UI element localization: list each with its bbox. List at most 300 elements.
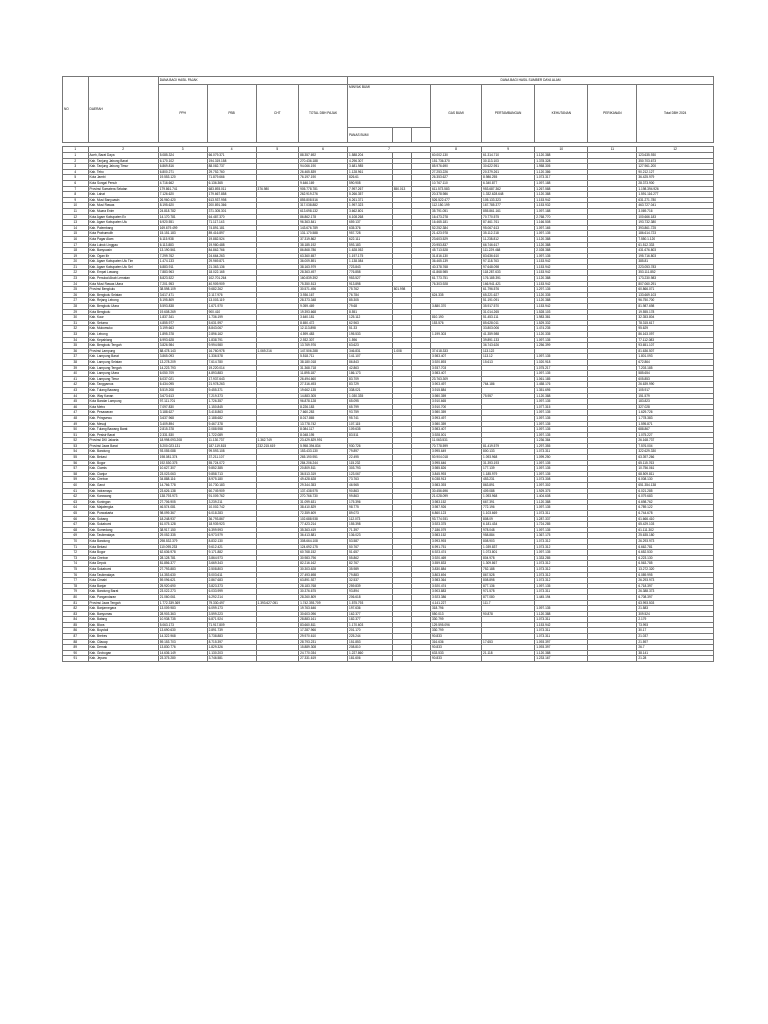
value-cell: 9.994.980 <box>207 343 256 349</box>
row-number: 6 <box>63 180 89 186</box>
value-cell: 91.009.762 <box>207 494 256 500</box>
value-cell: 1.983.381 <box>535 315 588 321</box>
value-cell: 1.097.135 <box>535 550 588 556</box>
value-cell: 38.598.109 <box>158 287 207 293</box>
value-cell: 1.267.588 <box>535 186 588 192</box>
row-number: 65 <box>63 511 89 517</box>
row-number: 43 <box>63 387 89 393</box>
value-cell: 971.578 <box>482 589 535 595</box>
value-cell: 8.226.183 <box>299 404 348 410</box>
value-cell: 85.305 <box>348 298 393 304</box>
value-cell: 4.296.307 <box>348 158 393 164</box>
row-number: 21 <box>63 264 89 270</box>
value-cell: 22.495 <box>348 455 393 461</box>
value-cell: 3.681.985 <box>348 164 393 170</box>
value-cell: 155.398 <box>348 522 393 528</box>
value-cell: 75.762 <box>348 287 393 293</box>
value-cell: 19.555.178 <box>637 309 714 315</box>
value-cell: 1.097.135 <box>535 505 588 511</box>
value-cell: 1.077.315 <box>535 404 588 410</box>
region-name: Kab. Agam Kabupaten Ulu <box>88 220 158 226</box>
value-cell: 7.186.079 <box>431 527 482 533</box>
value-cell: 17.937.643 <box>207 376 256 382</box>
value-cell: 195.533 <box>348 332 393 338</box>
value-cell: 8.823.522 <box>158 276 207 282</box>
value-cell: 63.397.266 <box>637 455 714 461</box>
value-cell: 1.958.305 <box>535 164 588 170</box>
value-cell: 1.075.227 <box>637 432 714 438</box>
value-cell: 29.970.610 <box>299 634 348 640</box>
value-cell: 3.069.716 <box>637 208 714 214</box>
value-cell: 1.130.203 <box>207 650 256 656</box>
header-mineral-sub2 <box>392 128 411 143</box>
value-cell: 1.153.942 <box>535 622 588 628</box>
region-name: Kota Depok <box>88 561 158 567</box>
column-number: 9 <box>482 147 535 153</box>
value-cell: 1.073.312 <box>535 566 588 572</box>
region-name: Kab. Purwakarta <box>88 511 158 517</box>
value-cell: 81.419.579 <box>482 443 535 449</box>
value-cell: 14.322.968 <box>158 634 207 640</box>
value-cell: 1.297.135 <box>535 287 588 293</box>
value-cell: 27.706.905 <box>158 499 207 505</box>
value-cell: 1.069.216 <box>256 348 299 354</box>
value-cell: 672.864 <box>637 359 714 365</box>
value-cell: 3.910.665 <box>431 399 482 405</box>
region-name: Kota Bandung <box>88 538 158 544</box>
value-cell: 27.331.619 <box>299 656 348 662</box>
value-cell: 3.865.093 <box>158 354 207 360</box>
row-number: 88 <box>63 639 89 645</box>
value-cell: 1.528.103 <box>535 309 588 315</box>
value-cell: 8.195.620 <box>158 203 207 209</box>
value-cell: 39.891.133 <box>482 337 535 343</box>
row-number: 25 <box>63 287 89 293</box>
value-cell: 8.650.472 <box>299 320 348 326</box>
value-cell: 195.716.803 <box>637 253 714 259</box>
value-cell: 28.128.781 <box>158 555 207 561</box>
region-name: Kota Cirebon <box>88 555 158 561</box>
value-cell: 978.048 <box>482 527 535 533</box>
value-cell: 1.093.397 <box>535 639 588 645</box>
value-cell: 1.199.303 <box>431 332 482 338</box>
row-number: 85 <box>63 622 89 628</box>
value-cell: 1.726.357 <box>207 399 256 405</box>
value-cell: 905.778.781 <box>299 186 348 192</box>
value-cell: 1.073.311 <box>535 449 588 455</box>
value-cell: 863.891 <box>482 483 535 489</box>
value-cell: 3.830.884 <box>431 566 482 572</box>
value-cell: 6.033.999 <box>207 589 256 595</box>
value-cell: 5.266.357 <box>348 192 393 198</box>
header-mineral-sub3 <box>411 128 430 143</box>
value-cell: 1.185.979 <box>482 471 535 477</box>
value-cell: 4.599.483 <box>299 332 348 338</box>
value-cell: 15.613 <box>482 359 535 365</box>
value-cell: 1.103.669 <box>482 511 535 517</box>
value-cell: 1.333.285 <box>535 555 588 561</box>
value-cell: 74.891.181 <box>207 225 256 231</box>
value-cell: 393.861.725 <box>637 225 714 231</box>
value-cell: 2.891.739 <box>207 628 256 634</box>
row-number: 23 <box>63 276 89 282</box>
value-cell: 51.191.091 <box>482 298 535 304</box>
value-cell: 75.350.513 <box>299 281 348 287</box>
value-cell: 1.097.135 <box>535 432 588 438</box>
value-cell: 1.671.970 <box>207 304 256 310</box>
value-cell: 1.929.375 <box>535 488 588 494</box>
value-cell: 6.037.021 <box>158 376 207 382</box>
value-cell: 27.253.226 <box>431 169 482 175</box>
value-cell: 1.073.308 <box>535 477 588 483</box>
value-cell: 453.231 <box>482 477 535 483</box>
column-number: 5 <box>256 147 299 153</box>
value-cell: 26.388.373 <box>637 589 714 595</box>
value-cell: 877.080 <box>482 594 535 600</box>
row-number: 36 <box>63 348 89 354</box>
value-cell: 5.593.838 <box>158 304 207 310</box>
value-cell: 15.889.308 <box>299 645 348 651</box>
row-number: 28 <box>63 304 89 310</box>
region-name: Provinsi Bengkulu <box>88 287 158 293</box>
column-number: 2 <box>88 147 158 153</box>
value-cell: 1.153.942 <box>535 281 588 287</box>
row-number: 89 <box>63 645 89 651</box>
value-cell: 64.487.370 <box>207 214 256 220</box>
value-cell: 97.648.098 <box>482 264 535 270</box>
region-name: Kota Prabumulih <box>88 231 158 237</box>
row-number: 67 <box>63 522 89 528</box>
value-cell: 9.682.262 <box>207 287 256 293</box>
value-cell: 129.595.096 <box>431 622 482 628</box>
value-cell: 5.518.711 <box>299 354 348 360</box>
value-cell: 7.201.953 <box>158 281 207 287</box>
value-cell: 96.878.128 <box>299 399 348 405</box>
row-number: 52 <box>63 438 89 444</box>
value-cell: 26.960.420 <box>158 197 207 203</box>
value-cell: 1.097.188 <box>535 208 588 214</box>
value-cell: 800.133 <box>482 449 535 455</box>
row-number: 82 <box>63 606 89 612</box>
region-name: Kab. Kepahiang <box>88 337 158 343</box>
value-cell: 1.097.188 <box>535 180 588 186</box>
value-cell: 1.097.165 <box>535 225 588 231</box>
value-cell: 7.550.1.120 <box>637 236 714 242</box>
value-cell: 953.687.362 <box>482 186 535 192</box>
value-cell: 13.690.630 <box>158 628 207 634</box>
region-name: Kota Sungai Penuh <box>88 180 158 186</box>
region-name: Kab. Bekasi <box>88 455 158 461</box>
value-cell: 41.359.988 <box>482 332 535 338</box>
value-cell: 2.932.307 <box>299 337 348 343</box>
value-cell: 26.7 <box>637 645 714 651</box>
value-cell: 371.305.301 <box>207 208 256 214</box>
value-cell: 23.603.529 <box>431 236 482 242</box>
value-cell: 28.183.768 <box>299 583 348 589</box>
value-cell: 90.878 <box>482 611 535 617</box>
value-cell: 1.736.199 <box>207 315 256 321</box>
value-cell: 1.097.135 <box>535 471 588 477</box>
value-cell: 113.122 <box>482 348 535 354</box>
value-cell: 772.196 <box>482 505 535 511</box>
value-cell: 913.898 <box>348 281 393 287</box>
value-cell: 36.425.979 <box>637 175 714 181</box>
value-cell: 169.679.499 <box>158 225 207 231</box>
value-cell: 1.596 <box>348 337 393 343</box>
row-number: 81 <box>63 600 89 606</box>
value-cell: 141.107 <box>348 354 393 360</box>
value-cell: 624.335 <box>431 292 482 298</box>
region-name: Kab. Indramayu <box>88 488 158 494</box>
row-number: 83 <box>63 611 89 617</box>
row-number: 63 <box>63 499 89 505</box>
header-tax-group: DANA BAGI HASIL PAJAK <box>158 77 347 85</box>
region-name: Kab. Mukomuko <box>88 326 158 332</box>
value-cell: 593.183 <box>348 242 393 248</box>
value-cell: 6.652.530 <box>637 550 714 556</box>
value-cell: 3.937.703 <box>431 365 482 371</box>
value-cell: 7.614.780 <box>207 359 256 365</box>
value-cell: 308.664.108 <box>299 538 348 544</box>
value-cell: 131.170.588 <box>299 231 348 237</box>
region-name: Kab. Tanjung Jabung Timur <box>88 164 158 170</box>
region-name: Kota Lubuk Linggau <box>88 242 158 248</box>
value-cell: 611.573.583 <box>431 186 482 192</box>
region-name: Kab. Lebong <box>88 332 158 338</box>
row-number: 4 <box>63 169 89 175</box>
value-cell: 1.227.860 <box>348 650 393 656</box>
value-cell: 5.519.208 <box>158 387 207 393</box>
value-cell: 20.378.986 <box>431 192 482 198</box>
value-cell: 3.980.359 <box>431 410 482 416</box>
value-cell: 3.920.474 <box>431 583 482 589</box>
value-cell: 124.692.175 <box>299 544 348 550</box>
row-number: 18 <box>63 248 89 254</box>
value-cell: 198.081.374 <box>158 455 207 461</box>
value-cell: 193.732.380 <box>637 220 714 226</box>
region-name: Kab. Grobogan <box>88 650 158 656</box>
value-cell: 182.377 <box>348 617 393 623</box>
value-cell: 764.186 <box>482 382 535 388</box>
value-cell: 21.037 <box>637 634 714 640</box>
value-cell: 3.983.407 <box>431 354 482 360</box>
value-cell: 46.965 <box>348 483 393 489</box>
value-cell: 61.796.576 <box>482 287 535 293</box>
value-cell: 1.153.942 <box>535 197 588 203</box>
value-cell: 1.595.871 <box>637 421 714 427</box>
row-number: 84 <box>63 617 89 623</box>
value-cell: 688.867 <box>637 427 714 433</box>
value-cell: 1.153.942 <box>535 270 588 276</box>
value-cell: 31.099.631 <box>299 499 348 505</box>
value-cell: 3.936.167 <box>299 292 348 298</box>
row-number: 7 <box>63 186 89 192</box>
region-name: Kab. Lampung Timur <box>88 376 158 382</box>
value-cell: 123.635.930 <box>637 153 714 159</box>
header-natural-group: DANA BAGI HASIL SUMBER DAYA ALAM <box>348 77 714 85</box>
value-cell: 95.741 <box>348 415 393 421</box>
value-cell: 65.429.103 <box>637 522 714 528</box>
value-cell: 68.509.811 <box>637 471 714 477</box>
value-cell: 7.203.185 <box>637 365 714 371</box>
row-number: 1 <box>63 153 89 159</box>
value-cell: 50.767 <box>348 544 393 550</box>
value-cell: 97.118.763 <box>482 259 535 265</box>
value-cell: 808.09 <box>482 516 535 522</box>
row-number: 72 <box>63 550 89 556</box>
value-cell: 1.073.312 <box>535 561 588 567</box>
value-cell: 65.115.763 <box>637 460 714 466</box>
region-name: Kab. Demak <box>88 645 158 651</box>
value-cell: 3.993.497 <box>431 415 482 421</box>
value-cell: 3.923.386 <box>431 594 482 600</box>
value-cell: 9.858.713 <box>207 471 256 477</box>
row-number: 58 <box>63 471 89 477</box>
value-cell: 59.096.621 <box>158 578 207 584</box>
row-number: 73 <box>63 555 89 561</box>
value-cell: 1.097.135 <box>535 354 588 360</box>
value-cell: 1.829.326 <box>207 645 256 651</box>
value-cell: 118.287.633 <box>482 270 535 276</box>
value-cell: 1.997.323 <box>348 203 393 209</box>
row-number: 90 <box>63 650 89 656</box>
value-cell: 6.744.678 <box>637 511 714 517</box>
region-name: Kab. Cianjur <box>88 471 158 477</box>
row-number: 78 <box>63 583 89 589</box>
value-cell: 3.864.973 <box>207 555 256 561</box>
value-cell: 166.941.421 <box>482 281 535 287</box>
value-cell: 1.097.135 <box>535 460 588 466</box>
value-cell: 98.775 <box>348 505 393 511</box>
value-cell: 153.576 <box>431 320 482 326</box>
row-number: 44 <box>63 393 89 399</box>
value-cell: 201.170 <box>348 628 393 634</box>
value-cell: 284.206.244 <box>299 460 348 466</box>
value-cell: 6.261.371 <box>348 197 393 203</box>
value-cell: 31.393.193 <box>482 460 535 466</box>
value-cell: 66.746.617 <box>482 242 535 248</box>
value-cell: 187.119.815 <box>207 443 256 449</box>
row-number: 9 <box>63 197 89 203</box>
value-cell: 99.863 <box>348 494 393 500</box>
value-cell: 60.002.130 <box>431 153 482 159</box>
value-cell: 318.796 <box>431 606 482 612</box>
value-cell: 63.993.503 <box>637 600 714 606</box>
value-cell: 526.522.477 <box>431 197 482 203</box>
region-name: Kab. Ogan Ilir <box>88 253 158 259</box>
value-cell: 3.928.001 <box>431 432 482 438</box>
value-cell: 29.969.871 <box>207 259 256 265</box>
value-cell: 1.474.235 <box>535 326 588 332</box>
region-name: Kab. Mesuji <box>88 421 158 427</box>
row-number: 5 <box>63 175 89 181</box>
region-name: Kab. Penukal Abab Lematan <box>88 276 158 282</box>
value-cell: 1.097.135 <box>535 371 588 377</box>
value-cell: 181.606 <box>348 656 393 662</box>
value-cell: 19.220.014 <box>207 365 256 371</box>
value-cell: 65.221.627 <box>482 292 535 298</box>
value-cell: 162.377 <box>348 611 393 617</box>
value-cell: 330.799 <box>431 617 482 623</box>
row-number: 15 <box>63 231 89 237</box>
row-number: 10 <box>63 203 89 209</box>
value-cell: 2.179 <box>637 617 714 623</box>
value-cell: 1.093.397 <box>535 645 588 651</box>
region-name: Kab. Bandung Barat <box>88 589 158 595</box>
region-name: Kota Bekasi <box>88 544 158 550</box>
value-cell: 71.879.666 <box>207 175 256 181</box>
region-name: Provinsi Jawa Tengah <box>88 600 158 606</box>
value-cell: 667.391 <box>482 499 535 505</box>
value-cell: 18.248.937 <box>158 516 207 522</box>
value-cell: 82.216.162 <box>299 561 348 567</box>
value-cell: 8.048.195 <box>299 432 348 438</box>
value-cell: 6.662.781 <box>637 544 714 550</box>
row-number: 24 <box>63 281 89 287</box>
value-cell: 1.061.185 <box>535 376 588 382</box>
region-name: Kab. Brebes <box>88 634 158 640</box>
region-name: Kab. Banyumas <box>88 611 158 617</box>
value-cell: 1.097.135 <box>535 466 588 472</box>
value-cell: 23.763.309 <box>431 376 482 382</box>
value-cell: 105.133.323 <box>482 197 535 203</box>
value-cell: 160.839.392 <box>299 276 348 282</box>
value-cell: 20.379.261 <box>482 169 535 175</box>
value-cell: 61.111.302 <box>637 527 714 533</box>
value-cell: 93.055.088 <box>158 449 207 455</box>
value-cell: 81.636.507 <box>637 348 714 354</box>
value-cell: 79.330.497 <box>207 600 256 606</box>
value-cell: 1.120.388 <box>535 298 588 304</box>
value-cell: 622.111 <box>348 236 393 242</box>
value-cell: 60.866.071 <box>637 287 714 293</box>
row-number: 79 <box>63 589 89 595</box>
value-cell: 6.223.130 <box>637 555 714 561</box>
value-cell: 176.185.391 <box>482 276 535 282</box>
value-cell: 175.396 <box>348 499 393 505</box>
row-number: 77 <box>63 578 89 584</box>
value-cell: 19.980.488 <box>207 242 256 248</box>
value-cell: 16.760.978 <box>207 348 256 354</box>
value-cell: 6.038.913 <box>431 477 482 483</box>
value-cell: 66.079.371 <box>207 153 256 159</box>
value-cell: 3.983.393 <box>431 483 482 489</box>
value-cell: 1.073.312 <box>535 572 588 578</box>
value-cell: 23.022.273 <box>158 589 207 595</box>
value-cell: 1.588.204 <box>348 153 393 159</box>
header-total-dbh: Total DBH 2024 <box>637 85 714 143</box>
value-cell: 9.455.371 <box>207 387 256 393</box>
value-cell: 683.893.011 <box>207 186 256 192</box>
value-cell: 94.066.190 <box>299 164 348 170</box>
value-cell: 270.766.730 <box>299 494 348 500</box>
value-cell: 14.883.305 <box>299 393 348 399</box>
value-cell: 29.052.335 <box>158 533 207 539</box>
value-cell: 23.023.063 <box>158 471 207 477</box>
value-cell: 17.287.966 <box>299 628 348 634</box>
region-name: Kota Cimahi <box>88 578 158 584</box>
value-cell: 3.983.407 <box>431 427 482 433</box>
value-cell: 6.089.995 <box>637 572 714 578</box>
value-cell: 18.022.165 <box>207 270 256 276</box>
value-cell: 431.676.803 <box>637 248 714 254</box>
value-cell: 3.662.801 <box>348 208 393 214</box>
column-number: 10 <box>535 147 588 153</box>
value-cell: 1.256.399 <box>535 343 588 349</box>
value-cell: 27.793.883 <box>158 566 207 572</box>
region-name: Kota Musi Rawas Utara <box>88 281 158 287</box>
column-number: 6 <box>299 147 348 153</box>
